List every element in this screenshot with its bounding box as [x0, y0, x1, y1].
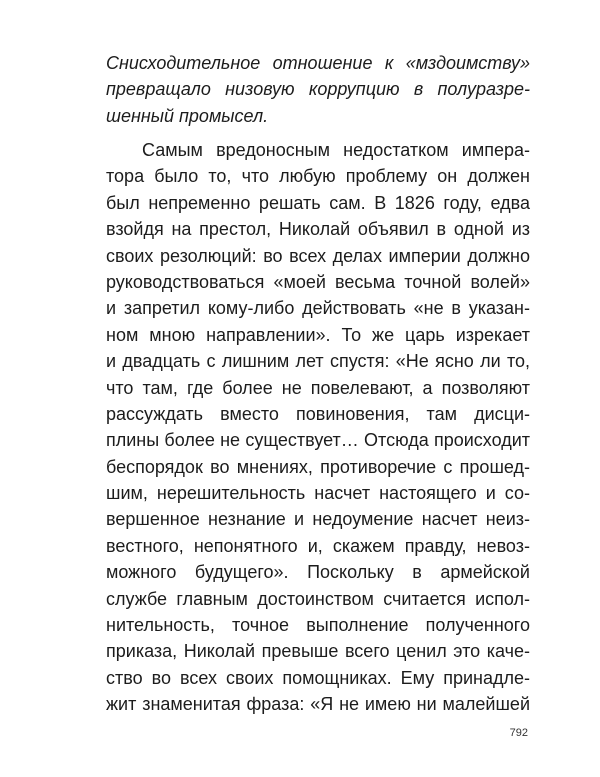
text-line: нительность, точное выполнение полученного [106, 615, 530, 636]
text-line: шим, нерешительность насчет настоящего и со- [106, 483, 530, 504]
body-paragraph [106, 137, 530, 718]
text-line: можного будущего». Поскольку в армейской [106, 562, 530, 583]
text-line: плины более не существует… Отсюда происходит [106, 430, 530, 451]
text-line: руководствоваться «моей весьма точной волей» [106, 271, 530, 292]
text-line: своих резолюций: во всех делах империи должно [106, 245, 530, 266]
text-line: шенный промысел. [106, 105, 269, 126]
text-line: Снисходительное отношение к «мздоимству» [106, 53, 530, 73]
text-line: превращало низовую коррупцию в полуразре- [106, 79, 530, 100]
text-line: и запретил кому-либо действовать «не в указан- [106, 298, 530, 319]
text-line: что там, где более не повелевают, а позволяют [106, 377, 530, 398]
text-line: вершенное незнание и недоумение насчет неиз- [106, 509, 530, 530]
text-line: вестного, непонятного и, скажем правду, невоз- [106, 535, 530, 556]
text-line: Самым вредоносным недостатком импера- [142, 140, 530, 160]
text-line: и двадцать с лишним лет спустя: «Не ясно ли то, [106, 351, 530, 372]
italic-quote-paragraph [106, 50, 530, 129]
text-line: ство во всех своих помощниках. Ему принадле- [106, 667, 530, 688]
text-line: службе главным достоинством считается испол- [106, 588, 530, 609]
text-line: приказа, Николай превыше всего ценил это каче- [106, 641, 530, 662]
text-line: тора было то, что любую проблему он должен [106, 166, 530, 187]
text-line: беспорядок во мнениях, противоречие с прошед- [106, 456, 530, 477]
text-line: жит знаменитая фраза: «Я не имею ни малейшей [106, 694, 530, 715]
text-line: взойдя на престол, Николай объявил в одной из [106, 219, 530, 240]
text-line: был непременно решать сам. В 1826 году, едва [106, 192, 530, 213]
text-line: рассуждать вместо повиновения, там дисци- [106, 403, 530, 424]
text-line: ном мною направлении». То же царь изрекает [106, 324, 530, 345]
page-number: 792 [509, 727, 528, 739]
